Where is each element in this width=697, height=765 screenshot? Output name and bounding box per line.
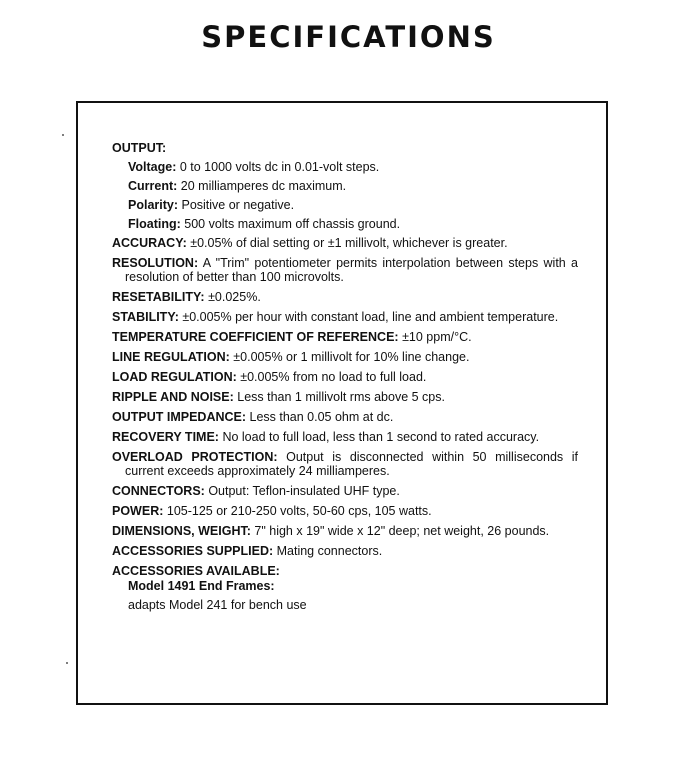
spec-value: ±0.025%. [204, 290, 261, 304]
spec-ripple-noise [112, 390, 578, 404]
spec-voltage [112, 160, 578, 174]
spec-label: POWER: [112, 504, 164, 518]
spec-line-regulation [112, 350, 578, 364]
spec-label: RESETABILITY: [112, 290, 205, 304]
spec-label: ACCURACY: [112, 236, 187, 250]
spec-value: 500 volts maximum off chassis ground. [180, 217, 401, 231]
spec-value: Output is disconnected within 50 milliseconds if current exceeds approximately 24 milliamperes. [125, 450, 578, 478]
specifications-list [112, 141, 578, 617]
spec-label: TEMPERATURE COEFFICIENT OF REFERENCE: [112, 330, 399, 344]
spec-value: ±0.005% per hour with constant load, line and ambient temperature. [178, 310, 559, 324]
spec-label: ACCESSORIES SUPPLIED: [112, 544, 274, 558]
spec-label: LINE REGULATION: [112, 350, 230, 364]
spec-label: OVERLOAD PROTECTION: [112, 450, 278, 464]
output-heading: OUTPUT: [112, 141, 167, 155]
spec-label: RESOLUTION: [112, 256, 199, 270]
spec-value: adapts Model 241 for bench use [128, 598, 307, 612]
spec-label: STABILITY: [112, 310, 179, 324]
spec-polarity [112, 198, 578, 212]
spec-label: Floating: [128, 217, 181, 231]
spec-label: DIMENSIONS, WEIGHT: [112, 524, 251, 538]
spec-value: 0 to 1000 volts dc in 0.01-volt steps. [176, 160, 380, 174]
spec-value: No load to full load, less than 1 second to rated accuracy. [218, 430, 540, 444]
spec-recovery-time [112, 430, 578, 444]
spec-label: Polarity: [128, 198, 179, 212]
spec-overload-protection [112, 450, 578, 478]
spec-label: LOAD REGULATION: [112, 370, 237, 384]
spec-value: Positive or negative. [178, 198, 295, 212]
spec-resolution [112, 256, 578, 284]
spec-label: RIPPLE AND NOISE: [112, 390, 234, 404]
spec-output-impedance [112, 410, 578, 424]
spec-connectors [112, 484, 578, 498]
spec-value: ±0.005% from no load to full load. [236, 370, 427, 384]
spec-value: A "Trim" potentiometer permits interpolation between steps with a resolution of better than 100 microvolts. [125, 256, 578, 284]
spec-value: 105-125 or 210-250 volts, 50-60 cps, 105 watts. [163, 504, 432, 518]
spec-value: ±0.005% or 1 millivolt for 10% line change. [229, 350, 470, 364]
spec-value: ±0.05% of dial setting or ±1 millivolt, whichever is greater. [186, 236, 508, 250]
spec-label: OUTPUT IMPEDANCE: [112, 410, 247, 424]
spec-dimensions-weight [112, 524, 578, 538]
spec-resetability [112, 290, 578, 304]
spec-floating [112, 217, 578, 231]
spec-value: 7" high x 19" wide x 12" deep; net weight, 26 pounds. [250, 524, 550, 538]
accessory-end-frames-label [112, 579, 578, 593]
stray-mark-top [62, 134, 64, 136]
spec-label: Voltage: [128, 160, 177, 174]
spec-current [112, 179, 578, 193]
spec-power [112, 504, 578, 518]
page-title: SPECIFICATIONS [201, 20, 496, 54]
accessory-end-frames-description [112, 598, 578, 612]
spec-label: CONNECTORS: [112, 484, 205, 498]
spec-load-regulation [112, 370, 578, 384]
spec-value: Less than 1 millivolt rms above 5 cps. [233, 390, 445, 404]
spec-stability [112, 310, 578, 324]
spec-value: Mating connectors. [273, 544, 383, 558]
spec-value: Less than 0.05 ohm at dc. [246, 410, 394, 424]
spec-accessories-supplied [112, 544, 578, 558]
spec-accuracy [112, 236, 578, 250]
spec-value: 20 milliamperes dc maximum. [177, 179, 347, 193]
stray-mark-bottom [66, 662, 68, 664]
spec-label: RECOVERY TIME: [112, 430, 219, 444]
spec-value: ±10 ppm/°C. [398, 330, 472, 344]
spec-temperature-coefficient [112, 330, 578, 344]
spec-value: Output: Teflon-insulated UHF type. [204, 484, 400, 498]
accessories-available-heading: ACCESSORIES AVAILABLE: [112, 564, 280, 578]
spec-label: Model 1491 End Frames: [128, 579, 275, 593]
spec-label: Current: [128, 179, 178, 193]
